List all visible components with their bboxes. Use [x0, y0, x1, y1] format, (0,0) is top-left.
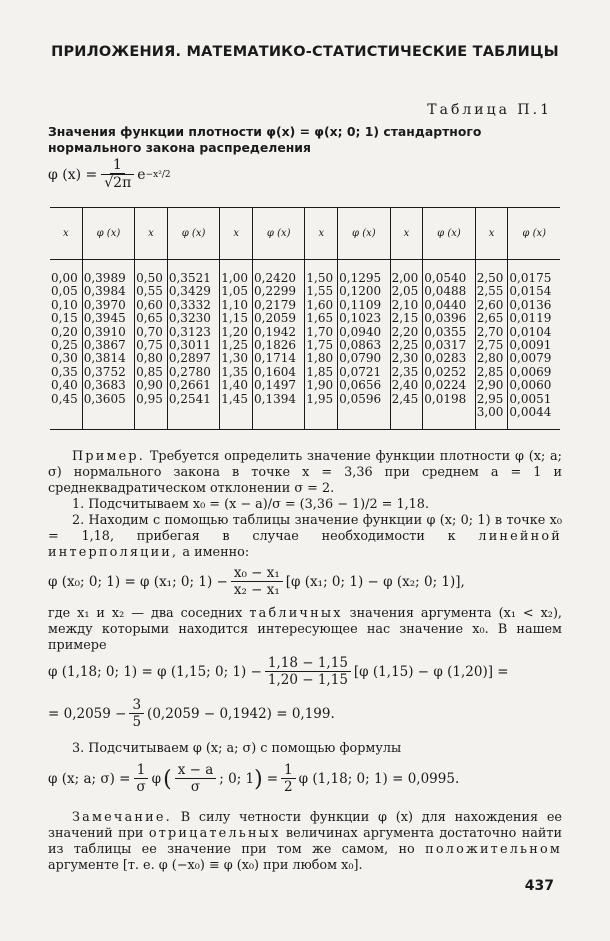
f3-den-2: σ	[190, 779, 201, 795]
table-cell: 0,1295	[339, 271, 382, 285]
table-cell: 2,60	[476, 297, 504, 312]
formula-lhs: φ (x) =	[48, 166, 98, 183]
calc2-denominator: 5	[132, 714, 142, 730]
header-phi: φ (x)	[167, 208, 219, 260]
table-column	[390, 260, 423, 430]
table-cell: 0,2541	[168, 391, 211, 406]
f3-paren-open: (	[163, 766, 172, 792]
calc-denominator: 1,20 − 1,15	[267, 672, 348, 688]
table-cell: 0,30	[51, 351, 78, 366]
table-cell: 0,80	[136, 351, 163, 366]
note-label: Замечание.	[72, 810, 172, 825]
table-cell: 0,1023	[339, 311, 382, 326]
calc-formula	[48, 656, 509, 688]
table-cell: 0,0355	[424, 324, 467, 339]
table-cell: 0,3989	[83, 271, 126, 285]
table-cell: 0,0440	[424, 297, 467, 312]
table-cell: 0,0091	[509, 337, 552, 352]
note-spaced-1: отрицательных	[148, 826, 281, 841]
table-cell: 2,40	[391, 378, 419, 393]
table-cell: 0,0136	[509, 297, 552, 312]
header-phi: φ (x)	[508, 208, 560, 260]
table-cell: 1,55	[306, 284, 334, 299]
table-cell: 2,90	[476, 378, 504, 393]
table-cell: 1,10	[221, 297, 248, 312]
table-cell: 0,70	[136, 324, 163, 339]
table-cell: 0,0224	[424, 378, 467, 393]
note-text-3: аргументе [т. е. φ (−x₀) ≡ φ (x₀) при любом x₀].	[48, 858, 363, 873]
table-cell: 0,20	[51, 324, 78, 339]
table-column	[508, 260, 560, 430]
table-cell: 0,45	[51, 391, 78, 406]
table-cell: 0,95	[136, 391, 163, 406]
where-spaced: табличных	[249, 606, 343, 621]
table-cell: 0,0488	[424, 284, 467, 299]
formula-exp-base: e	[137, 166, 146, 183]
table-cell: 2,05	[391, 284, 419, 299]
f3-fraction-2	[175, 763, 217, 795]
table-cell: 2,45	[391, 391, 419, 406]
interp-rhs: [φ (x₁; 0; 1) − φ (x₂; 0; 1)],	[285, 574, 465, 590]
table-cell: 0,1714	[254, 351, 296, 366]
calc-rhs: [φ (1,15) − φ (1,20)] =	[353, 664, 509, 680]
interp-numerator: x₀ − x₁	[231, 566, 283, 582]
table-cell: 1,50	[306, 271, 334, 285]
table-cell: 3,00	[476, 404, 504, 419]
table-cell: 0,0119	[509, 311, 552, 326]
scaling-formula	[48, 763, 459, 795]
example-label: Пример.	[72, 449, 146, 464]
formula-exponent: −x²/2	[145, 169, 171, 180]
table-cell: 2,95	[476, 391, 504, 406]
table-cell: 0,0051	[509, 391, 552, 406]
table-cell: 0,3521	[168, 271, 211, 285]
table-cell: 0,0198	[424, 391, 467, 406]
table-cell: 2,80	[476, 351, 504, 366]
table-cell: 0,3752	[83, 364, 126, 379]
table-cell: 0,3867	[83, 337, 126, 352]
calc-fraction	[265, 656, 351, 688]
f3-paren-close: )	[254, 766, 263, 792]
f3-den-1: σ	[136, 779, 146, 795]
table-cell: 0,35	[51, 364, 78, 379]
header-phi: φ (x)	[338, 208, 390, 260]
table-cell: 0,55	[136, 284, 163, 299]
calc-lhs: φ (1,18; 0; 1) = φ (1,15; 0; 1) −	[48, 664, 262, 680]
table-column	[423, 260, 475, 430]
f3-equals: =	[266, 771, 279, 787]
step-2	[48, 513, 562, 561]
table-cell: 0,0104	[509, 324, 552, 339]
table-body-row	[50, 260, 560, 430]
page-number: 437	[524, 878, 554, 894]
table-cell: 0,2179	[254, 297, 296, 312]
step-2-spaced: линейной интерполяции,	[48, 529, 563, 560]
table-cell: 0,3910	[83, 324, 126, 339]
table-cell: 2,50	[476, 271, 504, 285]
header-x: x	[135, 208, 168, 260]
table-cell: 0,05	[51, 284, 78, 299]
calc2-rhs: (0,2059 − 0,1942) = 0,199.	[147, 706, 335, 722]
density-table	[50, 207, 560, 430]
table-cell: 0,3945	[83, 311, 126, 326]
table-cell: 0,40	[51, 378, 78, 393]
f3-fraction-1	[133, 763, 148, 795]
table-cell: 0,0790	[339, 351, 382, 366]
table-cell: 0,0396	[424, 311, 467, 326]
table-cell: 1,05	[221, 284, 248, 299]
table-cell: 2,10	[391, 297, 419, 312]
interp-lhs: φ (x₀; 0; 1) = φ (x₁; 0; 1) −	[48, 574, 228, 590]
f3-num-3: 1	[281, 763, 296, 779]
interpolation-formula	[48, 566, 465, 598]
table-cell: 0,1826	[254, 337, 296, 352]
table-cell: 0,3230	[168, 311, 211, 326]
table-cell: 0,10	[51, 297, 78, 312]
table-cell: 0,85	[136, 364, 163, 379]
where-text-end: значения аргумента (x₁ < x₂), между которыми находится интересующее нас значение x₀. В нашем примере	[48, 606, 562, 653]
table-cell: 2,75	[476, 337, 504, 352]
table-cell: 1,70	[306, 324, 334, 339]
table-column	[167, 260, 219, 430]
step-3: 3. Подсчитываем φ (x; a; σ) с помощью формулы	[72, 741, 402, 756]
table-cell: 0,75	[136, 337, 163, 352]
table-cell: 0,90	[136, 378, 163, 393]
f3-num-1: 1	[134, 763, 149, 779]
step-1: 1. Подсчитываем x₀ = (x − a)/σ = (3,36 − 1)/2 = 1,18.	[72, 497, 430, 512]
formula-fraction	[100, 158, 134, 191]
calc-result	[48, 698, 335, 730]
table-cell: 1,95	[306, 391, 334, 406]
table-cell: 0,0721	[339, 364, 382, 379]
table-cell: 0,0079	[509, 351, 552, 366]
table-cell: 1,20	[221, 324, 248, 339]
table-cell: 1,60	[306, 297, 334, 312]
table-cell: 2,35	[391, 364, 419, 379]
table-cell: 2,30	[391, 351, 419, 366]
table-cell: 1,90	[306, 378, 334, 393]
table-cell: 0,0540	[424, 271, 467, 285]
table-cell: 0,1942	[254, 324, 296, 339]
header-x: x	[390, 208, 423, 260]
table-cell: 0,0656	[339, 378, 382, 393]
table-cell: 0,3332	[168, 297, 211, 312]
table-cell: 0,0863	[339, 337, 382, 352]
density-formula	[48, 158, 171, 191]
table-cell: 2,15	[391, 311, 419, 326]
step-2-end: а именно:	[182, 545, 250, 560]
f3-args: ; 0; 1	[219, 771, 255, 787]
table-header-row	[50, 208, 560, 260]
table-cell: 1,40	[221, 378, 248, 393]
step-2-text: 2. Находим с помощью таблицы значение функции φ (x; 0; 1) в точке x₀ = 1,18, прибегая в случае необходимости к	[48, 513, 562, 544]
header-phi: φ (x)	[253, 208, 305, 260]
table-cell: 0,0069	[509, 364, 552, 379]
table-column	[135, 260, 168, 430]
header-phi: φ (x)	[423, 208, 475, 260]
calc2-numerator: 3	[129, 698, 144, 714]
interp-denominator: x₂ − x₁	[233, 582, 280, 598]
header-phi: φ (x)	[82, 208, 134, 260]
f3-lhs: φ (x; a; σ) =	[48, 771, 131, 787]
table-cell: 0,2420	[254, 271, 296, 285]
table-cell: 0,0317	[424, 337, 467, 352]
table-cell: 0,2661	[168, 378, 211, 393]
table-cell: 0,0283	[424, 351, 467, 366]
header-x: x	[220, 208, 253, 260]
calc2-lhs: = 0,2059 −	[48, 706, 127, 722]
table-cell: 0,0596	[339, 391, 382, 406]
table-column	[338, 260, 390, 430]
f3-num-2: x − a	[175, 763, 217, 779]
table-cell: 1,00	[221, 271, 248, 285]
formula-numerator: 1	[110, 158, 125, 174]
table-cell: 1,25	[221, 337, 248, 352]
table-cell: 1,35	[221, 364, 248, 379]
table-column	[475, 260, 508, 430]
table-cell: 1,30	[221, 351, 248, 366]
header-x: x	[475, 208, 508, 260]
table-cell: 0,2897	[168, 351, 211, 366]
table-cell: 0,3683	[83, 378, 126, 393]
table-cell: 2,25	[391, 337, 419, 352]
table-column	[50, 260, 82, 430]
table-cell: 0,1200	[339, 284, 382, 299]
f3-result: φ (1,18; 0; 1) = 0,0995.	[298, 771, 460, 787]
table-column	[220, 260, 253, 430]
table-caption: Значения функции плотности φ(x) = φ(x; 0; 1) стандартного нормального закона распределения	[48, 124, 482, 155]
table-column	[305, 260, 338, 430]
table-cell: 0,0060	[509, 378, 552, 393]
where-text: где x₁ и x₂ — два соседних	[48, 606, 243, 621]
table-cell: 0,0154	[509, 284, 552, 299]
table-cell: 2,65	[476, 311, 504, 326]
table-cell: 1,75	[306, 337, 334, 352]
table-cell: 2,20	[391, 324, 419, 339]
table-column	[253, 260, 305, 430]
table-cell: 0,3123	[168, 324, 211, 339]
table-cell: 0,2059	[254, 311, 296, 326]
table-cell: 1,15	[221, 311, 248, 326]
table-cell: 0,60	[136, 297, 163, 312]
table-cell: 0,1109	[339, 297, 382, 312]
note-spaced-2: положительном	[425, 842, 563, 857]
table-cell: 0,1497	[254, 378, 296, 393]
note-text: В силу четности функции φ (x) для нахождения ее значений при	[48, 810, 562, 841]
table-cell: 0,25	[51, 337, 78, 352]
table-cell: 0,2299	[254, 284, 296, 299]
example-text: Требуется определить значение функции плотности φ (x; a; σ) нормального закона в точке x = 3,36 при среднем a = 1 и среднеквадратическом отклонении σ = 2.	[48, 449, 562, 496]
table-cell: 2,70	[476, 324, 504, 339]
example-paragraph	[48, 449, 562, 497]
table-cell: 2,85	[476, 364, 504, 379]
table-cell: 0,3814	[83, 351, 126, 366]
note-paragraph	[48, 810, 562, 874]
table-cell: 0,65	[136, 311, 163, 326]
f3-den-3: 2	[284, 779, 293, 795]
f3-phi: φ	[151, 771, 162, 787]
table-cell: 0,1604	[254, 364, 296, 379]
table-cell: 2,55	[476, 284, 504, 299]
calc2-fraction	[129, 698, 144, 730]
table-column	[82, 260, 134, 430]
table-cell: 1,80	[306, 351, 334, 366]
where-paragraph	[48, 606, 562, 654]
table-cell: 1,45	[221, 391, 248, 406]
table-cell: 2,00	[391, 271, 419, 285]
table-cell: 0,1394	[254, 391, 296, 406]
table-cell: 0,0252	[424, 364, 467, 379]
calc-numerator: 1,18 − 1,15	[265, 656, 351, 672]
table-cell: 0,3970	[83, 297, 126, 312]
table-cell: 0,0940	[339, 324, 382, 339]
table-cell: 1,85	[306, 364, 334, 379]
table-cell: 0,3011	[168, 337, 211, 352]
table-cell: 0,3984	[83, 284, 126, 299]
table-cell: 0,0044	[509, 404, 552, 419]
f3-fraction-3	[281, 763, 296, 795]
table-cell: 0,2780	[168, 364, 211, 379]
header-x: x	[305, 208, 338, 260]
table-cell: 0,50	[136, 271, 163, 285]
table-cell: 0,3605	[83, 391, 126, 406]
header-x: x	[50, 208, 82, 260]
table-cell: 1,65	[306, 311, 334, 326]
table-cell: 0,15	[51, 311, 78, 326]
table-cell: 0,3429	[168, 284, 211, 299]
note-text-2: величинах аргумента достаточно найти из таблицы ее значение при том же самом, но	[48, 826, 563, 857]
page-heading: ПРИЛОЖЕНИЯ. МАТЕМАТИКО-СТАТИСТИЧЕСКИЕ ТАБЛИЦЫ	[51, 44, 559, 60]
formula-denominator: √2π	[101, 174, 134, 191]
table-label: Таблица П.1	[427, 102, 552, 118]
table-cell: 0,00	[51, 271, 78, 285]
table-cell: 0,0175	[509, 271, 552, 285]
interp-fraction	[231, 566, 283, 598]
